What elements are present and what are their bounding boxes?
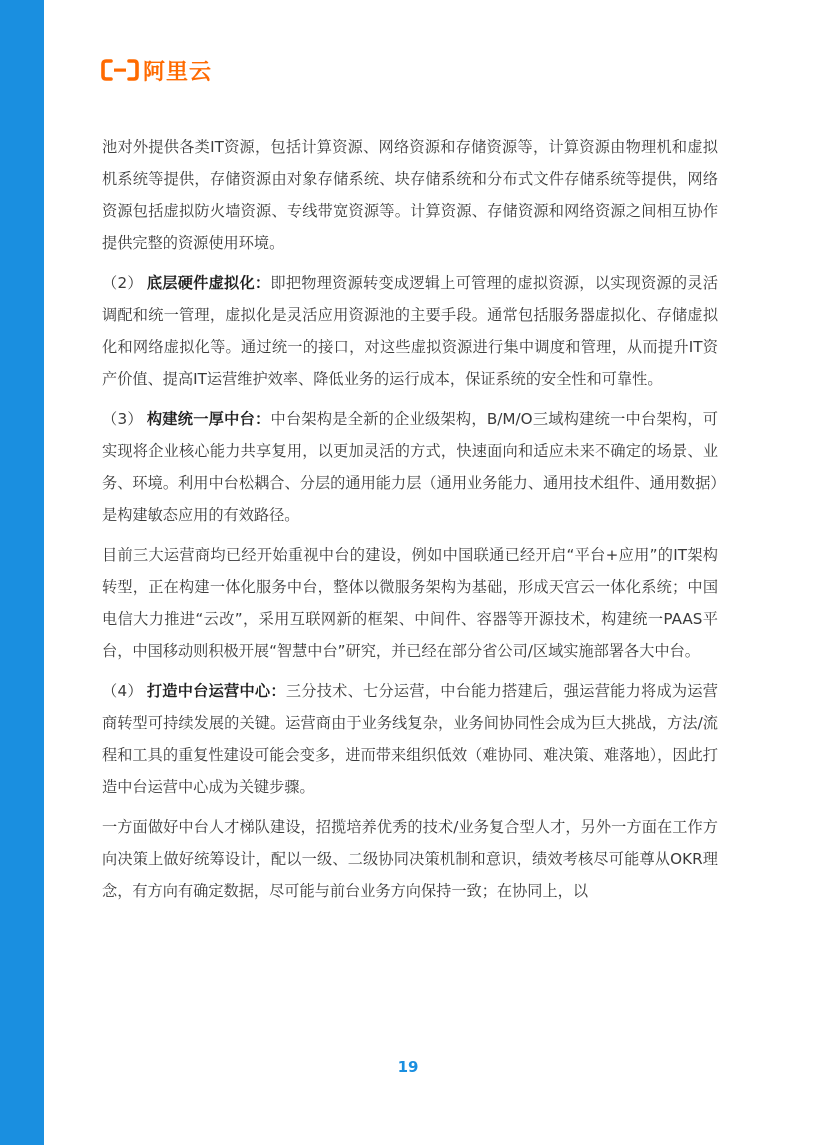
- paragraph-text: 目前三大运营商均已经开始重视中台的建设，例如中国联通已经开启“平台+应用”的IT架构转型，正在构建一体化服务中台，整体以微服务架构为基础，形成天宫云一体化系统；中国电信大力推进“云改”，采用互联网新的框架、中间件、容器等开源技术，构建统一PAAS平台，中国移动则积极开展“智慧中台”研究，并已经在部分省公司/区域实施部署各大中台。: [102, 546, 718, 660]
- paragraph: [102, 403, 718, 531]
- paragraph-text: 池对外提供各类IT资源，包括计算资源、网络资源和存储资源等，计算资源由物理机和虚拟机系统等提供，存储资源由对象存储系统、块存储系统和分布式文件存储系统等提供，网络资源包括虚拟防火墙资源、专线带宽资源等。计算资源、存储资源和网络资源之间相互协作提供完整的资源使用环境。: [102, 138, 718, 252]
- paragraph: [102, 267, 718, 395]
- paragraph: [102, 811, 718, 907]
- brand-name: 阿里云: [143, 59, 213, 85]
- paragraph: [102, 675, 718, 803]
- item-heading: 打造中台运营中心：: [146, 682, 286, 700]
- side-accent-bar: [0, 0, 44, 1145]
- paragraph: [102, 539, 718, 667]
- item-number: （2）: [102, 274, 143, 292]
- paragraph-text: 三分技术、七分运营，中台能力搭建后，强运营能力将成为运营商转型可持续发展的关键。运营商由于业务线复杂，业务间协同性会成为巨大挑战，方法/流程和工具的重复性建设可能会变多，进而带来组织低效（难协同、难决策、难落地），因此打造中台运营中心成为关键步骤。: [102, 682, 718, 796]
- paragraph-text: 一方面做好中台人才梯队建设，招揽培养优秀的技术/业务复合型人才，另外一方面在工作方向决策上做好统筹设计，配以一级、二级协同决策机制和意识，绩效考核尽可能尊从OKR理念，有方向有确定数据，尽可能与前台业务方向保持一致；在协同上，以: [102, 818, 718, 900]
- item-number: （3）: [102, 410, 143, 428]
- brand-logo: [101, 56, 212, 84]
- paragraph-text: 中台架构是全新的企业级架构，B/M/O三域构建统一中台架构，可实现将企业核心能力共享复用，以更加灵活的方式，快速面向和适应未来不确定的场景、业务、环境。利用中台松耦合、分层的通用能力层（通用业务能力、通用技术组件、通用数据）是构建敏态应用的有效路径。: [102, 410, 718, 524]
- paragraph-text: 即把物理资源转变成逻辑上可管理的虚拟资源，以实现资源的灵活调配和统一管理，虚拟化是灵活应用资源池的主要手段。通常包括服务器虚拟化、存储虚拟化和网络虚拟化等。通过统一的接口，对这些虚拟资源进行集中调度和管理，从而提升IT资产价值、提高IT运营维护效率、降低业务的运行成本，保证系统的安全性和可靠性。: [102, 274, 719, 388]
- aliyun-logo-icon: [101, 58, 139, 82]
- item-number: （4）: [102, 682, 143, 700]
- item-heading: 底层硬件虚拟化：: [146, 274, 271, 292]
- page-number: 19: [397, 1058, 419, 1076]
- item-heading: 构建统一厚中台：: [146, 410, 271, 428]
- body-content: [102, 131, 718, 915]
- paragraph: [102, 131, 718, 259]
